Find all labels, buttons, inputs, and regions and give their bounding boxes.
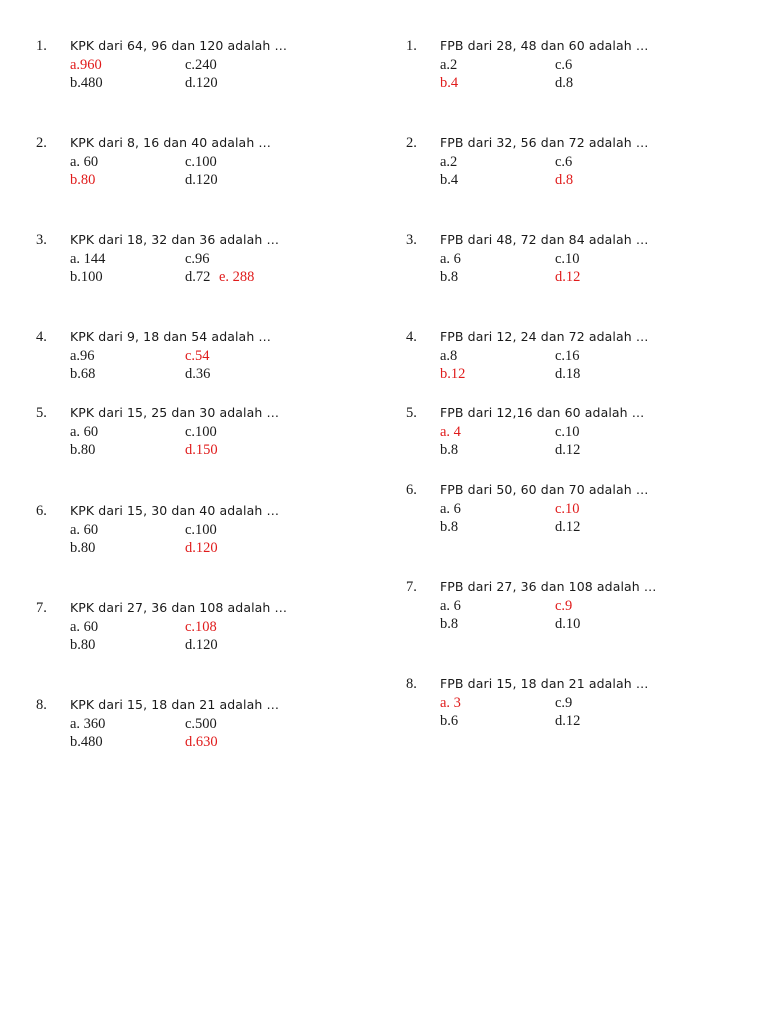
option-d: d.12 [555, 442, 581, 458]
option-d: d.12 [555, 269, 581, 285]
option-a: a. 4 [440, 423, 461, 440]
option-c: c.100 [185, 521, 217, 538]
fpb-question-1 [406, 37, 736, 93]
option-b: b.8 [440, 616, 459, 632]
option-a: a. 3 [440, 694, 461, 711]
option-a: a.960 [70, 56, 102, 73]
option-a: a. 6 [440, 500, 461, 517]
option-d: d.630 [185, 734, 218, 750]
option-b: b.480 [70, 75, 103, 91]
question-text: FPB dari 28, 48 dan 60 adalah … [440, 38, 649, 53]
question-number: 8. [36, 697, 47, 713]
question-number: 7. [36, 600, 47, 616]
option-c: c.10 [555, 423, 580, 440]
option-c: c.500 [185, 715, 217, 732]
question-text: KPK dari 15, 18 dan 21 adalah … [70, 697, 280, 712]
option-d: d.12 [555, 519, 581, 535]
option-b: b.80 [70, 172, 96, 188]
question-number: 3. [406, 232, 417, 248]
option-c: c.6 [555, 153, 573, 170]
option-b: b.80 [70, 637, 96, 653]
question-number: 8. [406, 676, 417, 692]
fpb-question-7 [406, 578, 736, 634]
option-c: c.240 [185, 56, 217, 73]
question-text: FPB dari 50, 60 dan 70 adalah … [440, 482, 649, 497]
question-number: 5. [36, 405, 47, 421]
kpk-question-3 [36, 231, 366, 287]
question-number: 4. [406, 329, 417, 345]
question-number: 6. [36, 503, 47, 519]
kpk-question-2 [36, 134, 366, 190]
question-text: KPK dari 18, 32 dan 36 adalah … [70, 232, 280, 247]
kpk-question-6 [36, 502, 366, 558]
option-d: d.72 [185, 269, 211, 285]
question-text: FPB dari 32, 56 dan 72 adalah … [440, 135, 649, 150]
question-text: FPB dari 12,16 dan 60 adalah … [440, 405, 645, 420]
option-b: b.8 [440, 442, 459, 458]
option-b: b.12 [440, 366, 466, 382]
option-b: b.8 [440, 519, 459, 535]
option-a: a.96 [70, 347, 95, 364]
option-a: a.2 [440, 56, 458, 73]
option-b: b.4 [440, 172, 459, 188]
option-a: a.2 [440, 153, 458, 170]
option-c: c.10 [555, 500, 580, 517]
option-c: c.9 [555, 597, 573, 614]
option-a: a. 60 [70, 423, 99, 440]
question-text: KPK dari 64, 96 dan 120 adalah … [70, 38, 288, 53]
question-number: 7. [406, 579, 417, 595]
question-text: KPK dari 15, 30 dan 40 adalah … [70, 503, 280, 518]
option-c: c.6 [555, 56, 573, 73]
option-d: d.8 [555, 75, 574, 91]
option-d: d.36 [185, 366, 211, 382]
option-a: a. 6 [440, 597, 461, 614]
kpk-question-1 [36, 37, 366, 93]
option-a: a. 360 [70, 715, 106, 732]
fpb-question-3 [406, 231, 736, 287]
option-b: b.480 [70, 734, 103, 750]
option-d: d.120 [185, 637, 218, 653]
option-a: a. 144 [70, 250, 106, 267]
option-e: e. 288 [219, 269, 255, 285]
option-b: b.8 [440, 269, 459, 285]
option-c: c.96 [185, 250, 210, 267]
kpk-question-4 [36, 328, 366, 384]
option-a: a. 60 [70, 521, 99, 538]
question-number: 4. [36, 329, 47, 345]
option-b: b.80 [70, 442, 96, 458]
question-number: 1. [36, 38, 47, 54]
option-b: b.6 [440, 713, 459, 729]
option-a: a. 60 [70, 153, 99, 170]
question-text: FPB dari 12, 24 dan 72 adalah … [440, 329, 649, 344]
question-number: 5. [406, 405, 417, 421]
fpb-question-6 [406, 481, 736, 537]
option-d: d.18 [555, 366, 581, 382]
question-number: 6. [406, 482, 417, 498]
question-text: KPK dari 27, 36 dan 108 adalah … [70, 600, 288, 615]
question-number: 2. [36, 135, 47, 151]
question-number: 3. [36, 232, 47, 248]
option-d: d.150 [185, 442, 218, 458]
option-c: c.9 [555, 694, 573, 711]
kpk-question-7 [36, 599, 366, 655]
kpk-question-5 [36, 404, 366, 460]
question-text: KPK dari 8, 16 dan 40 adalah … [70, 135, 272, 150]
option-b: b.4 [440, 75, 459, 91]
option-c: c.16 [555, 347, 580, 364]
question-text: KPK dari 15, 25 dan 30 adalah … [70, 405, 280, 420]
option-c: c.10 [555, 250, 580, 267]
option-d: d.120 [185, 172, 218, 188]
option-a: a. 6 [440, 250, 461, 267]
option-c: c.54 [185, 347, 210, 364]
fpb-question-2 [406, 134, 736, 190]
option-c: c.100 [185, 423, 217, 440]
option-a: a.8 [440, 347, 458, 364]
fpb-question-8 [406, 675, 736, 731]
option-b: b.68 [70, 366, 96, 382]
option-d: d.120 [185, 75, 218, 91]
option-d: d.8 [555, 172, 574, 188]
option-d: d.120 [185, 540, 218, 556]
fpb-question-4 [406, 328, 736, 384]
option-c: c.100 [185, 153, 217, 170]
option-a: a. 60 [70, 618, 99, 635]
question-text: KPK dari 9, 18 dan 54 adalah … [70, 329, 272, 344]
option-c: c.108 [185, 618, 217, 635]
question-text: FPB dari 48, 72 dan 84 adalah … [440, 232, 649, 247]
option-b: b.80 [70, 540, 96, 556]
option-d: d.12 [555, 713, 581, 729]
option-d: d.10 [555, 616, 581, 632]
question-text: FPB dari 15, 18 dan 21 adalah … [440, 676, 649, 691]
question-text: FPB dari 27, 36 dan 108 adalah … [440, 579, 657, 594]
kpk-question-8 [36, 696, 366, 752]
question-number: 2. [406, 135, 417, 151]
fpb-question-5 [406, 404, 736, 460]
question-number: 1. [406, 38, 417, 54]
option-b: b.100 [70, 269, 103, 285]
